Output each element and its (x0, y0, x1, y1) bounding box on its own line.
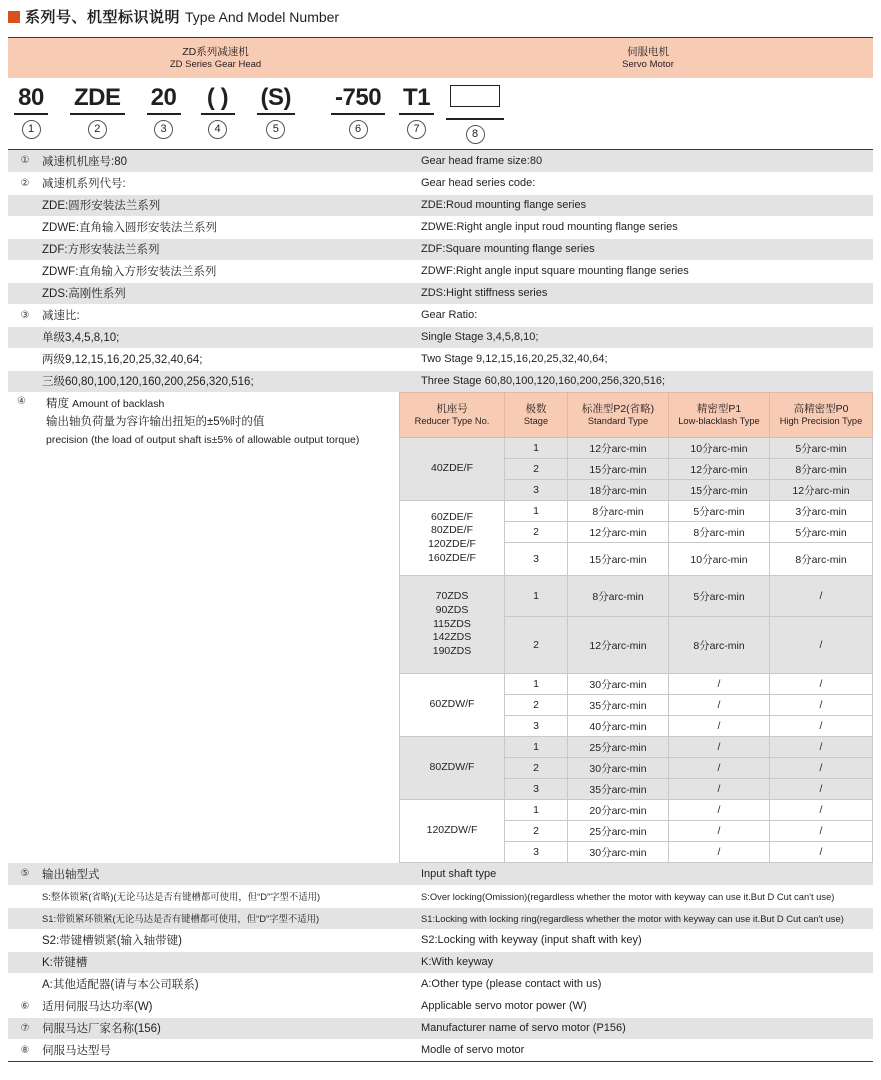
spec-row-cn: S2:带键槽锁紧(输入轴带键) (42, 929, 421, 951)
code-empty-box (450, 85, 500, 107)
code-glyph-4: ( ) (201, 85, 235, 115)
spec-row (8, 951, 873, 973)
spec-row (8, 1039, 873, 1061)
backlash-header-cell (770, 393, 873, 438)
spec-row-number: ⑤ (8, 863, 42, 885)
spec-row-en: A:Other type (please contact with us) (421, 973, 873, 995)
backlash-cell-p0: / (770, 779, 873, 800)
spec-row-cn: 适用伺服马达功率(W) (42, 995, 421, 1017)
spec-row (8, 995, 873, 1017)
backlash-cell-stage: 2 (505, 821, 568, 842)
spec-row-number (8, 973, 42, 995)
model-code-header-table (8, 37, 873, 79)
spec-row-cn: 伺服马达厂家名称(156) (42, 1017, 421, 1039)
backlash-cell-stage: 2 (505, 459, 568, 480)
spec-row-en: ZDE:Roud mounting flange series (421, 194, 873, 216)
spec-row (8, 282, 873, 304)
code-item-4 (201, 85, 235, 139)
backlash-note-line2: 输出轴负荷量为容许输出扭矩的±5%时的值 (46, 415, 265, 428)
backlash-note-line1 (46, 396, 399, 414)
backlash-cell-p2: 35分arc-min (568, 779, 669, 800)
backlash-data-row (400, 501, 873, 522)
backlash-data-row (400, 576, 873, 617)
backlash-header-cn: 高精密型P0 (793, 402, 849, 415)
backlash-cell-p2: 30分arc-min (568, 842, 669, 863)
backlash-cell-p1: / (669, 695, 770, 716)
backlash-data-row (400, 438, 873, 459)
backlash-cell-stage: 2 (505, 617, 568, 674)
backlash-data-row (400, 800, 873, 821)
backlash-cell-stage: 3 (505, 543, 568, 576)
page-title (0, 0, 881, 33)
spec-table-bottom (8, 863, 873, 1061)
spec-row-number: ① (8, 150, 42, 172)
backlash-cell-p1: / (669, 674, 770, 695)
spec-row-cn: ZDWF:直角输入方形安装法兰系列 (42, 260, 421, 282)
code-glyph-2: ZDE (70, 85, 125, 115)
backlash-note-line1-en: Amount of backlash (72, 398, 165, 410)
code-item-3 (147, 85, 181, 139)
backlash-data-row (400, 737, 873, 758)
backlash-cell-p1: 5分arc-min (669, 576, 770, 617)
backlash-cell-p1: / (669, 737, 770, 758)
backlash-cell-p0: / (770, 842, 873, 863)
backlash-cell-p1: 8分arc-min (669, 522, 770, 543)
spec-row (8, 304, 873, 326)
backlash-type-name: 70ZDS 90ZDS 115ZDS 142ZDS 190ZDS (400, 576, 505, 674)
spec-row-en: Three Stage 60,80,100,120,160,200,256,320,516; (421, 375, 666, 388)
backlash-cell-stage: 1 (505, 438, 568, 459)
page-title-en: Type And Model Number (185, 8, 340, 25)
backlash-section (8, 392, 873, 863)
backlash-cell-p1: 8分arc-min (669, 617, 770, 674)
code-item-6 (331, 85, 385, 139)
backlash-cell-p2: 8分arc-min (568, 501, 669, 522)
backlash-header-cell (568, 393, 669, 438)
backlash-cell-stage: 2 (505, 695, 568, 716)
backlash-cell-p2: 35分arc-min (568, 695, 669, 716)
backlash-header-cn: 精密型P1 (696, 402, 742, 415)
backlash-cell-p2: 30分arc-min (568, 674, 669, 695)
code-header-gearhead-cn: ZD系列减速机 (182, 45, 249, 58)
spec-row-cn: S:整体锁紧(省略)(无论马达是否有键槽都可使用，但“D”字型不适用) (42, 885, 421, 907)
backlash-cell-p2: 18分arc-min (568, 480, 669, 501)
backlash-type-name: 80ZDW/F (400, 737, 505, 800)
backlash-cell-p0: 5分arc-min (770, 522, 873, 543)
spec-row (8, 885, 873, 907)
spec-row-number (8, 260, 42, 282)
spec-row (8, 973, 873, 995)
backlash-cell-p0: / (770, 674, 873, 695)
backlash-cell-p0: 8分arc-min (770, 459, 873, 480)
backlash-cell-stage: 2 (505, 522, 568, 543)
spec-row-number: ⑦ (8, 1017, 42, 1039)
page-bottom-rule (8, 1061, 873, 1062)
backlash-cell-stage: 1 (505, 674, 568, 695)
backlash-cell-p2: 8分arc-min (568, 576, 669, 617)
code-index-1: 1 (22, 120, 41, 139)
spec-row-number: ⑧ (20, 1044, 30, 1056)
spec-row (8, 326, 873, 348)
backlash-cell-p1: / (669, 716, 770, 737)
backlash-cell-stage: 3 (505, 842, 568, 863)
backlash-header-cell (400, 393, 505, 438)
code-item-8 (446, 85, 504, 144)
spec-row-cn: A:其他适配器(请与本公司联系) (42, 973, 421, 995)
spec-row-number: ⑥ (8, 995, 42, 1017)
spec-row-cn: ZDS:高刚性系列 (42, 282, 421, 304)
spec-row-en: Gear head series code: (421, 172, 873, 194)
code-item-5 (257, 85, 296, 139)
spec-row (8, 150, 873, 172)
backlash-cell-stage: 1 (505, 576, 568, 617)
backlash-header-cell (505, 393, 568, 438)
backlash-type-name: 60ZDE/F 80ZDE/F 120ZDE/F 160ZDE/F (400, 501, 505, 576)
spec-row-en: S1:Locking with locking ring(regardless whether the motor with keyway can use it.But D Cut can't use) (421, 907, 873, 929)
spec-row-cn: K:带键槽 (42, 951, 421, 973)
backlash-cell-p0: / (770, 695, 873, 716)
spec-row-number (8, 885, 42, 907)
spec-row (8, 907, 873, 929)
backlash-cell-p0: / (770, 821, 873, 842)
code-glyph-5: (S) (257, 85, 296, 115)
spec-row-en: Manufacturer name of servo motor (P156) (421, 1017, 873, 1039)
backlash-cell-stage: 1 (505, 737, 568, 758)
code-glyph-1: 80 (14, 85, 48, 115)
spec-row-cn: 两级9,12,15,16,20,25,32,40,64; (42, 348, 421, 370)
spec-row-en: Two Stage 9,12,15,16,20,25,32,40,64; (421, 348, 873, 370)
backlash-cell-stage: 3 (505, 480, 568, 501)
spec-row-cn: S1:带锁紧环锁紧(无论马达是否有键槽都可使用，但“D”字型不适用) (42, 907, 421, 929)
spec-row-en: S:Over locking(Omission)(regardless whether the motor with keyway can use it.But D Cut can't use) (421, 885, 873, 907)
spec-row-en: Modle of servo motor (421, 1044, 525, 1057)
spec-row (8, 370, 873, 392)
spec-row-number (8, 929, 42, 951)
spec-row-cn: 伺服马达型号 (42, 1045, 111, 1058)
spec-row (8, 238, 873, 260)
spec-row-en: S2:Locking with keyway (input shaft with key) (421, 929, 873, 951)
backlash-cell-p1: / (669, 821, 770, 842)
spec-row-en: Gear Ratio: (421, 304, 873, 326)
backlash-cell-p0: 5分arc-min (770, 438, 873, 459)
backlash-cell-p2: 40分arc-min (568, 716, 669, 737)
backlash-cell-p1: / (669, 842, 770, 863)
backlash-cell-p1: 12分arc-min (669, 459, 770, 480)
spec-row-number (8, 348, 42, 370)
spec-row-cn: ZDWE:直角输入圆形安装法兰系列 (42, 216, 421, 238)
backlash-cell-p0: / (770, 617, 873, 674)
code-glyph-8 (446, 85, 504, 120)
backlash-cell-p2: 25分arc-min (568, 737, 669, 758)
backlash-table (399, 392, 873, 863)
spec-row-number (8, 282, 42, 304)
backlash-cell-p2: 15分arc-min (568, 459, 669, 480)
backlash-note (8, 392, 399, 448)
spec-row-number: ② (8, 172, 42, 194)
backlash-header-row (400, 393, 873, 438)
backlash-cell-p0: / (770, 800, 873, 821)
spec-row (8, 929, 873, 951)
code-item-1 (14, 85, 48, 139)
spec-row-number (8, 370, 42, 392)
backlash-note-line3: precision (the load of output shaft is±5% of allowable output torque) (46, 433, 360, 446)
backlash-cell-p1: / (669, 779, 770, 800)
code-glyph-3: 20 (147, 85, 181, 115)
spec-row-cn: 输出轴型式 (42, 863, 421, 885)
spec-row (8, 216, 873, 238)
spec-row (8, 172, 873, 194)
spec-row (8, 194, 873, 216)
backlash-header-cell (669, 393, 770, 438)
spec-row-en: ZDF:Square mounting flange series (421, 238, 873, 260)
spec-row-number (8, 951, 42, 973)
backlash-cell-p0: 3分arc-min (770, 501, 873, 522)
backlash-cell-stage: 3 (505, 716, 568, 737)
spec-row-cn: 减速机系列代号: (42, 172, 421, 194)
code-index-4: 4 (208, 120, 227, 139)
title-marker-icon (8, 11, 20, 23)
spec-row-en: ZDS:Hight stiffness series (421, 282, 873, 304)
backlash-header-cn: 极数 (525, 402, 547, 415)
code-item-2 (70, 85, 125, 139)
backlash-cell-stage: 1 (505, 800, 568, 821)
spec-row-number (8, 907, 42, 929)
backlash-cell-p2: 12分arc-min (568, 522, 669, 543)
code-index-2: 2 (88, 120, 107, 139)
spec-row-cn: 三级60,80,100,120,160,200,256,320,516; (42, 376, 254, 389)
code-index-8: 8 (466, 125, 485, 144)
backlash-cell-p1: 10分arc-min (669, 438, 770, 459)
spec-row (8, 348, 873, 370)
spec-row-cn: ZDF:方形安装法兰系列 (42, 238, 421, 260)
backlash-cell-p0: / (770, 576, 873, 617)
backlash-header-cn: 机座号 (436, 402, 468, 415)
spec-row-cn: 单级3,4,5,8,10; (42, 326, 421, 348)
spec-row-en: K:With keyway (421, 951, 873, 973)
backlash-cell-p2: 12分arc-min (568, 438, 669, 459)
backlash-cell-stage: 1 (505, 501, 568, 522)
spec-row-number: ③ (8, 304, 42, 326)
backlash-cell-p1: 10分arc-min (669, 543, 770, 576)
backlash-header-en: Low-blacklash Type (678, 415, 760, 426)
backlash-type-name: 40ZDE/F (400, 438, 505, 501)
spec-table-top (8, 150, 873, 392)
spec-row-en: Applicable servo motor power (W) (421, 995, 873, 1017)
code-glyph-6: -750 (331, 85, 385, 115)
code-item-7 (399, 85, 434, 139)
backlash-cell-p1: 15分arc-min (669, 480, 770, 501)
backlash-cell-p1: / (669, 758, 770, 779)
backlash-cell-p2: 30分arc-min (568, 758, 669, 779)
spec-row-cn: 减速比: (42, 304, 421, 326)
backlash-data-row (400, 674, 873, 695)
spec-row-en: ZDWE:Right angle input roud mounting flange series (421, 216, 873, 238)
backlash-item-number: ④ (17, 396, 26, 407)
code-header-servomotor-en: Servo Motor (622, 58, 674, 70)
backlash-cell-p2: 25分arc-min (568, 821, 669, 842)
spec-row (8, 1017, 873, 1039)
code-index-7: 7 (407, 120, 426, 139)
spec-row-en: Input shaft type (421, 863, 873, 885)
code-index-3: 3 (154, 120, 173, 139)
spec-row-en: ZDWF:Right angle input square mounting flange series (421, 260, 873, 282)
backlash-cell-stage: 2 (505, 758, 568, 779)
spec-row-cn: ZDE:圆形安装法兰系列 (42, 194, 421, 216)
backlash-cell-p2: 15分arc-min (568, 543, 669, 576)
backlash-header-en: Standard Type (587, 415, 649, 426)
backlash-header-en: High Precision Type (779, 415, 863, 426)
backlash-cell-p0: / (770, 737, 873, 758)
backlash-type-name: 120ZDW/F (400, 800, 505, 863)
backlash-note-line1-cn: 精度 (46, 398, 69, 410)
spec-row-en: Gear head frame size:80 (421, 150, 873, 172)
model-code-strip (0, 79, 881, 149)
spec-row-en: Single Stage 3,4,5,8,10; (421, 326, 873, 348)
code-index-6: 6 (349, 120, 368, 139)
code-header-gearhead (8, 38, 423, 79)
spec-row (8, 260, 873, 282)
spec-row (8, 863, 873, 885)
code-header-servomotor (423, 38, 873, 79)
spec-row-number (8, 326, 42, 348)
code-header-gearhead-en: ZD Series Gear Head (169, 58, 262, 70)
backlash-header-en: Reducer Type No. (414, 415, 490, 426)
backlash-header-en: Stage (523, 415, 549, 426)
backlash-cell-p1: 5分arc-min (669, 501, 770, 522)
spec-row-number (8, 216, 42, 238)
backlash-cell-p0: 12分arc-min (770, 480, 873, 501)
spec-row-number (8, 238, 42, 260)
backlash-cell-p0: / (770, 716, 873, 737)
code-header-servomotor-cn: 伺服电机 (627, 45, 669, 58)
backlash-cell-p2: 20分arc-min (568, 800, 669, 821)
spec-row-cn: 减速机机座号:80 (42, 150, 421, 172)
backlash-type-name: 60ZDW/F (400, 674, 505, 737)
backlash-cell-p1: / (669, 800, 770, 821)
backlash-cell-stage: 3 (505, 779, 568, 800)
code-glyph-7: T1 (399, 85, 434, 115)
page-title-cn: 系列号、机型标识说明 (25, 9, 181, 26)
backlash-cell-p0: / (770, 758, 873, 779)
backlash-header-cn: 标准型P2(省略) (581, 402, 655, 415)
code-index-5: 5 (266, 120, 285, 139)
spec-row-number (8, 194, 42, 216)
backlash-cell-p0: 8分arc-min (770, 543, 873, 576)
backlash-cell-p2: 12分arc-min (568, 617, 669, 674)
